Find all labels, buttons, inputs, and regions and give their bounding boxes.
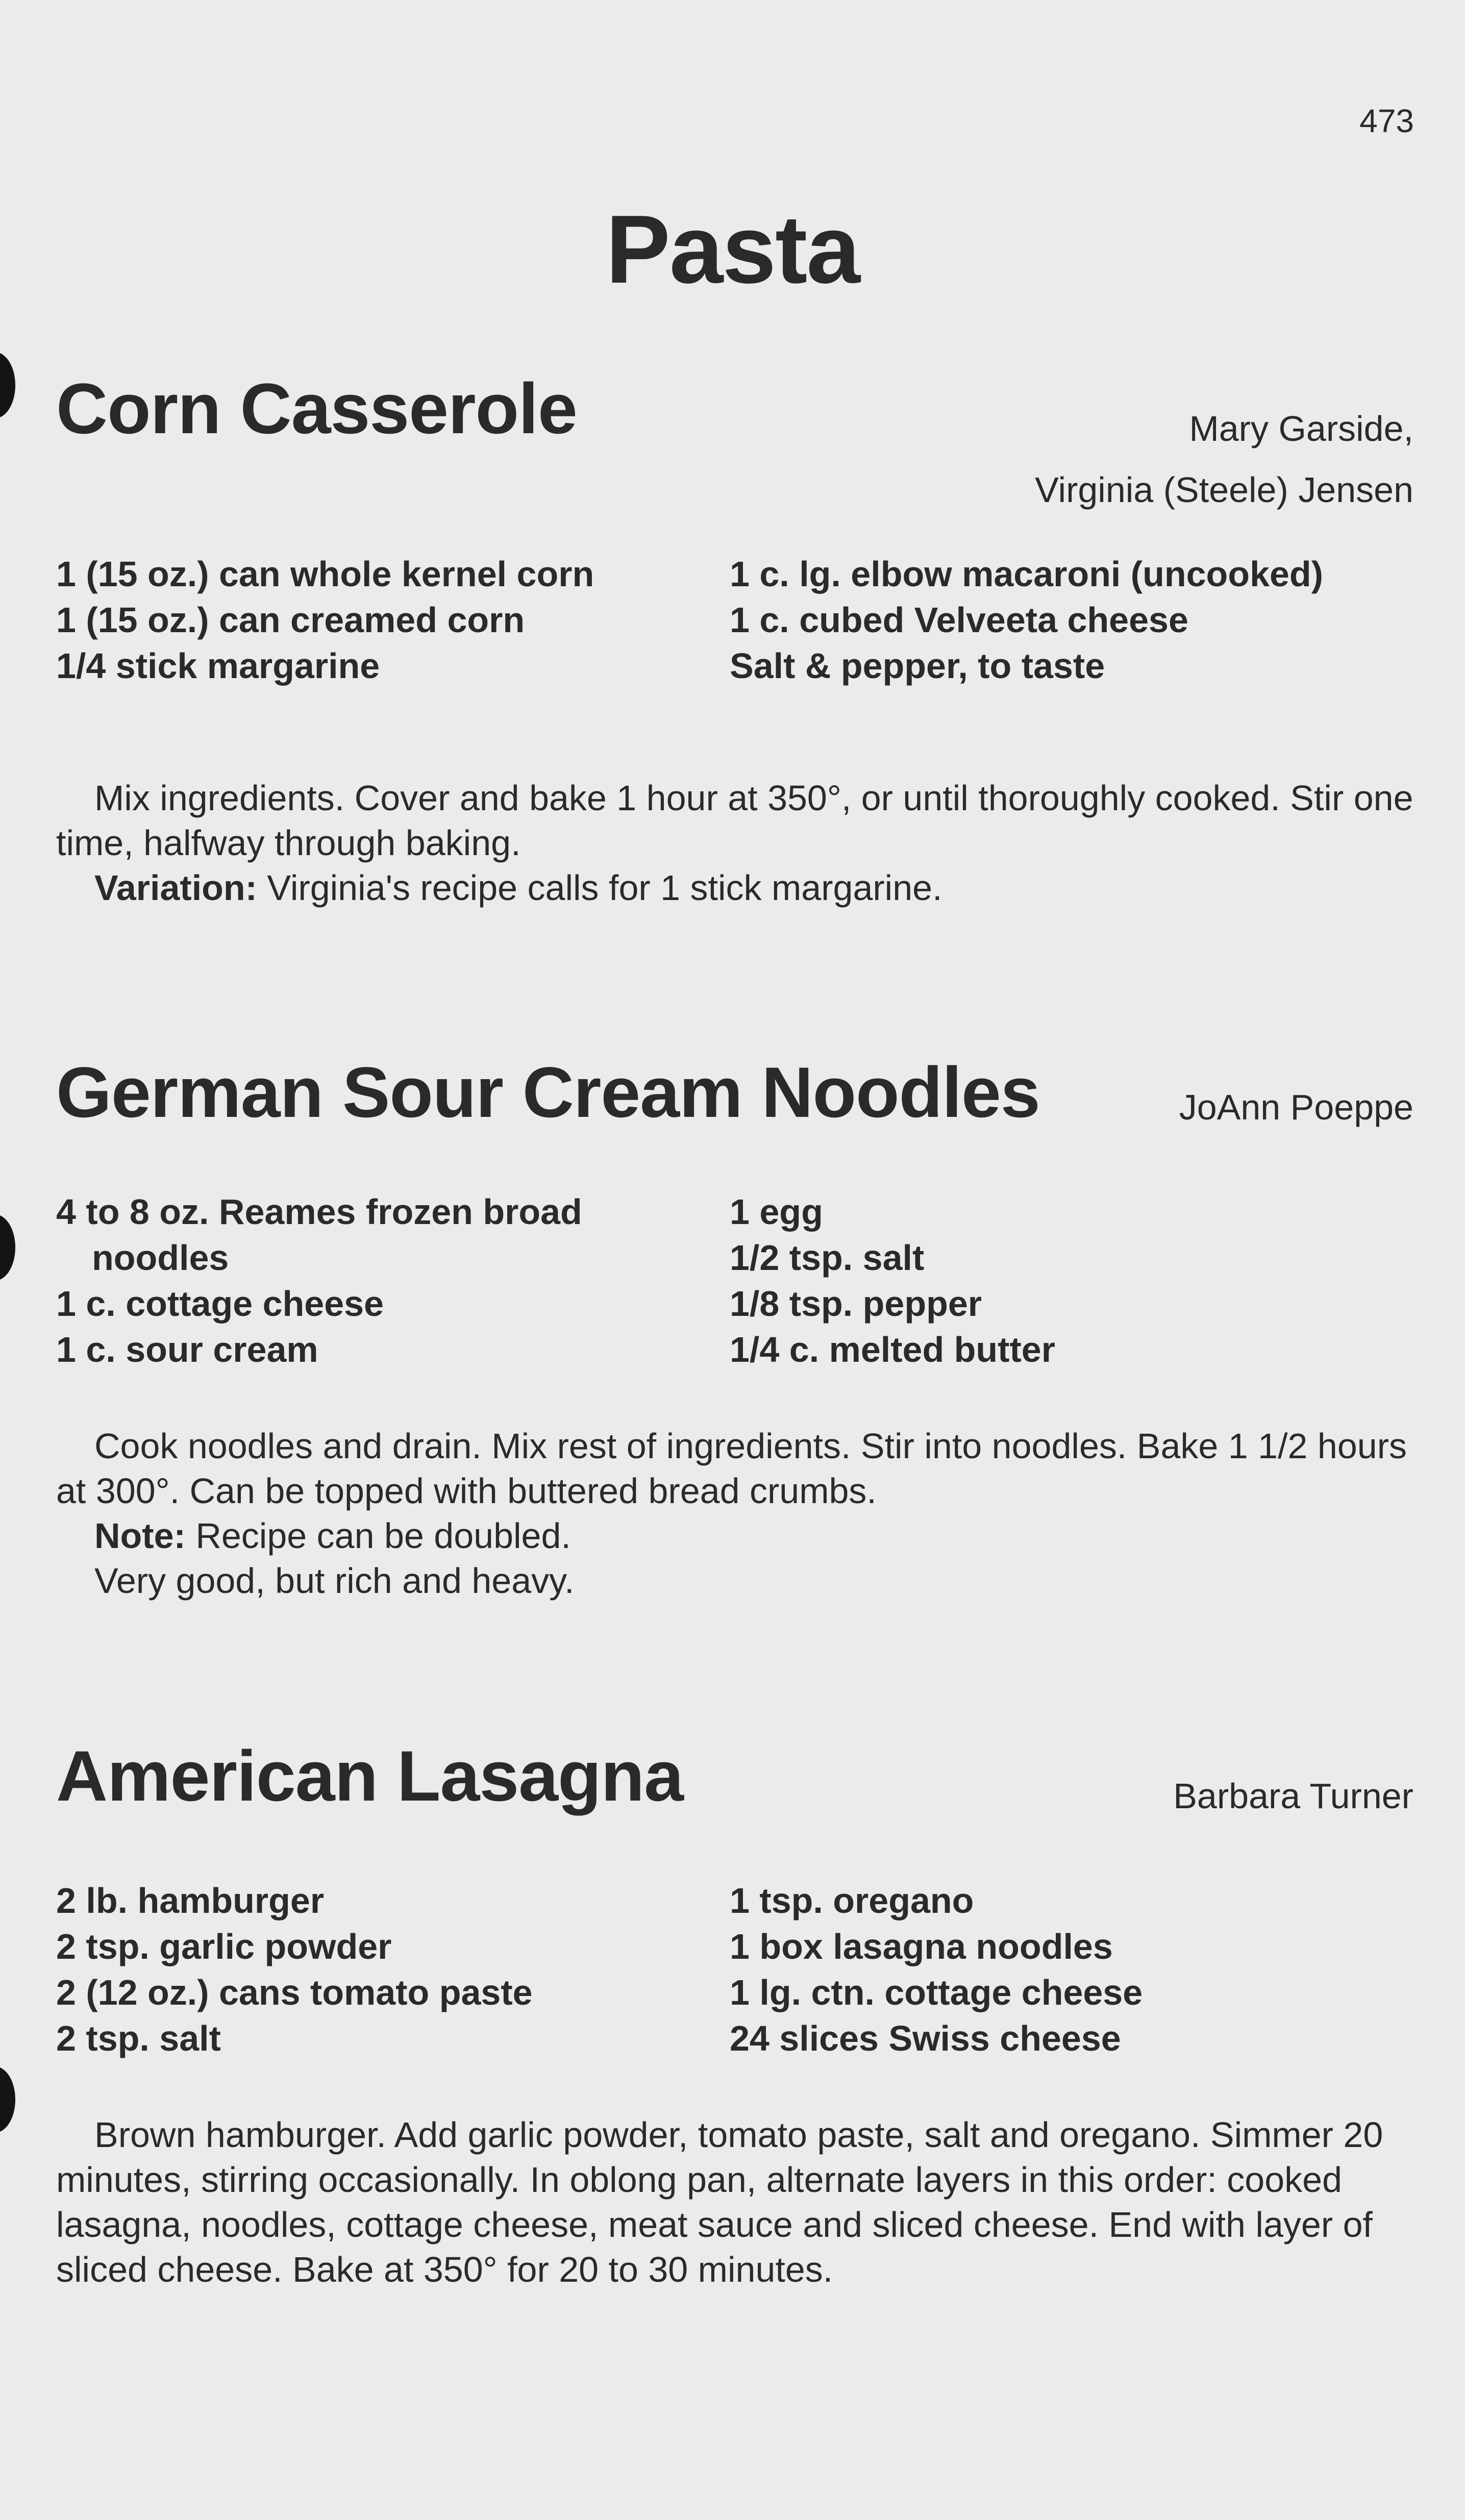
ingredient: 1 c. cottage cheese	[56, 1284, 384, 1324]
note-paragraph	[56, 865, 1413, 910]
note-text: Recipe can be doubled.	[185, 1516, 571, 1556]
note-text: Virginia's recipe calls for 1 stick margarine.	[257, 868, 942, 908]
directions-text: Mix ingredients. Cover and bake 1 hour at 350°, or until thoroughly cooked. Stir one time, halfway through baking.	[56, 778, 1413, 863]
ingredient: 1 c. cubed Velveeta cheese	[730, 600, 1188, 640]
ingredient: 1 tsp. oregano	[730, 1881, 974, 1920]
author-line: Mary Garside,	[1189, 409, 1413, 448]
ingredients-left-column	[56, 1189, 694, 1373]
directions-text: Cook noodles and drain. Mix rest of ingredients. Stir into noodles. Bake 1 1/2 hours at 300°. Can be topped with buttered bread crumbs.	[56, 1426, 1407, 1511]
directions	[56, 776, 1413, 910]
recipe-title: American Lasagna	[56, 1736, 683, 1816]
ingredient: 1 c. lg. elbow macaroni (uncooked)	[730, 554, 1323, 594]
ingredients-left-column	[56, 1878, 694, 2061]
ingredient: 1 c. sour cream	[56, 1330, 318, 1369]
recipe-title: Corn Casserole	[56, 368, 577, 448]
binding-hole-1	[0, 352, 15, 418]
page-number: 473	[1359, 103, 1414, 139]
directions	[56, 2112, 1413, 2292]
ingredients-right-column	[730, 551, 1393, 689]
ingredient: Salt & pepper, to taste	[730, 646, 1105, 686]
ingredients-right-column	[730, 1878, 1393, 2061]
ingredients-left-column	[56, 551, 694, 689]
author-line: Virginia (Steele) Jensen	[1035, 470, 1413, 510]
author-line: JoAnn Poeppe	[1179, 1087, 1413, 1127]
ingredient: 2 lb. hamburger	[56, 1881, 325, 1920]
extra-note: Very good, but rich and heavy.	[94, 1561, 575, 1601]
ingredient: 24 slices Swiss cheese	[730, 2018, 1121, 2058]
binding-hole-2	[0, 1214, 15, 1281]
author-line: Barbara Turner	[1173, 1776, 1413, 1816]
ingredient: 1 lg. ctn. cottage cheese	[730, 1973, 1143, 2012]
recipe-title: German Sour Cream Noodles	[56, 1052, 1040, 1132]
ingredient: 1/4 stick margarine	[56, 646, 380, 686]
note-paragraph	[56, 1513, 1413, 1558]
ingredient: 1 box lasagna noodles	[730, 1927, 1113, 1966]
directions	[56, 1424, 1413, 1603]
ingredient: 1 egg	[730, 1192, 823, 1232]
ingredients-right-column	[730, 1189, 1393, 1373]
ingredient: 4 to 8 oz. Reames frozen broad noodles	[56, 1192, 582, 1278]
ingredient: 1/4 c. melted butter	[730, 1330, 1055, 1369]
ingredient: 2 (12 oz.) cans tomato paste	[56, 1973, 533, 2012]
note-label: Note:	[94, 1516, 186, 1556]
ingredient: 1 (15 oz.) can whole kernel corn	[56, 554, 594, 594]
ingredient: 1 (15 oz.) can creamed corn	[56, 600, 525, 640]
ingredient: 1/2 tsp. salt	[730, 1238, 925, 1278]
section-title: Pasta	[605, 195, 859, 304]
ingredient: 2 tsp. salt	[56, 2018, 221, 2058]
ingredient: 1/8 tsp. pepper	[730, 1284, 982, 1324]
ingredient: 2 tsp. garlic powder	[56, 1927, 392, 1966]
note-label: Variation:	[94, 868, 257, 908]
directions-text: Brown hamburger. Add garlic powder, tomato paste, salt and oregano. Simmer 20 minutes, stirring occasionally. In oblong pan, alternate layers in this order: cooked lasagna, noodles, cottage cheese, meat sauce and sliced cheese. End with layer of sliced cheese. Bake at 350° for 20 to 30 minutes.	[56, 2115, 1383, 2289]
binding-hole-3	[0, 2066, 15, 2133]
